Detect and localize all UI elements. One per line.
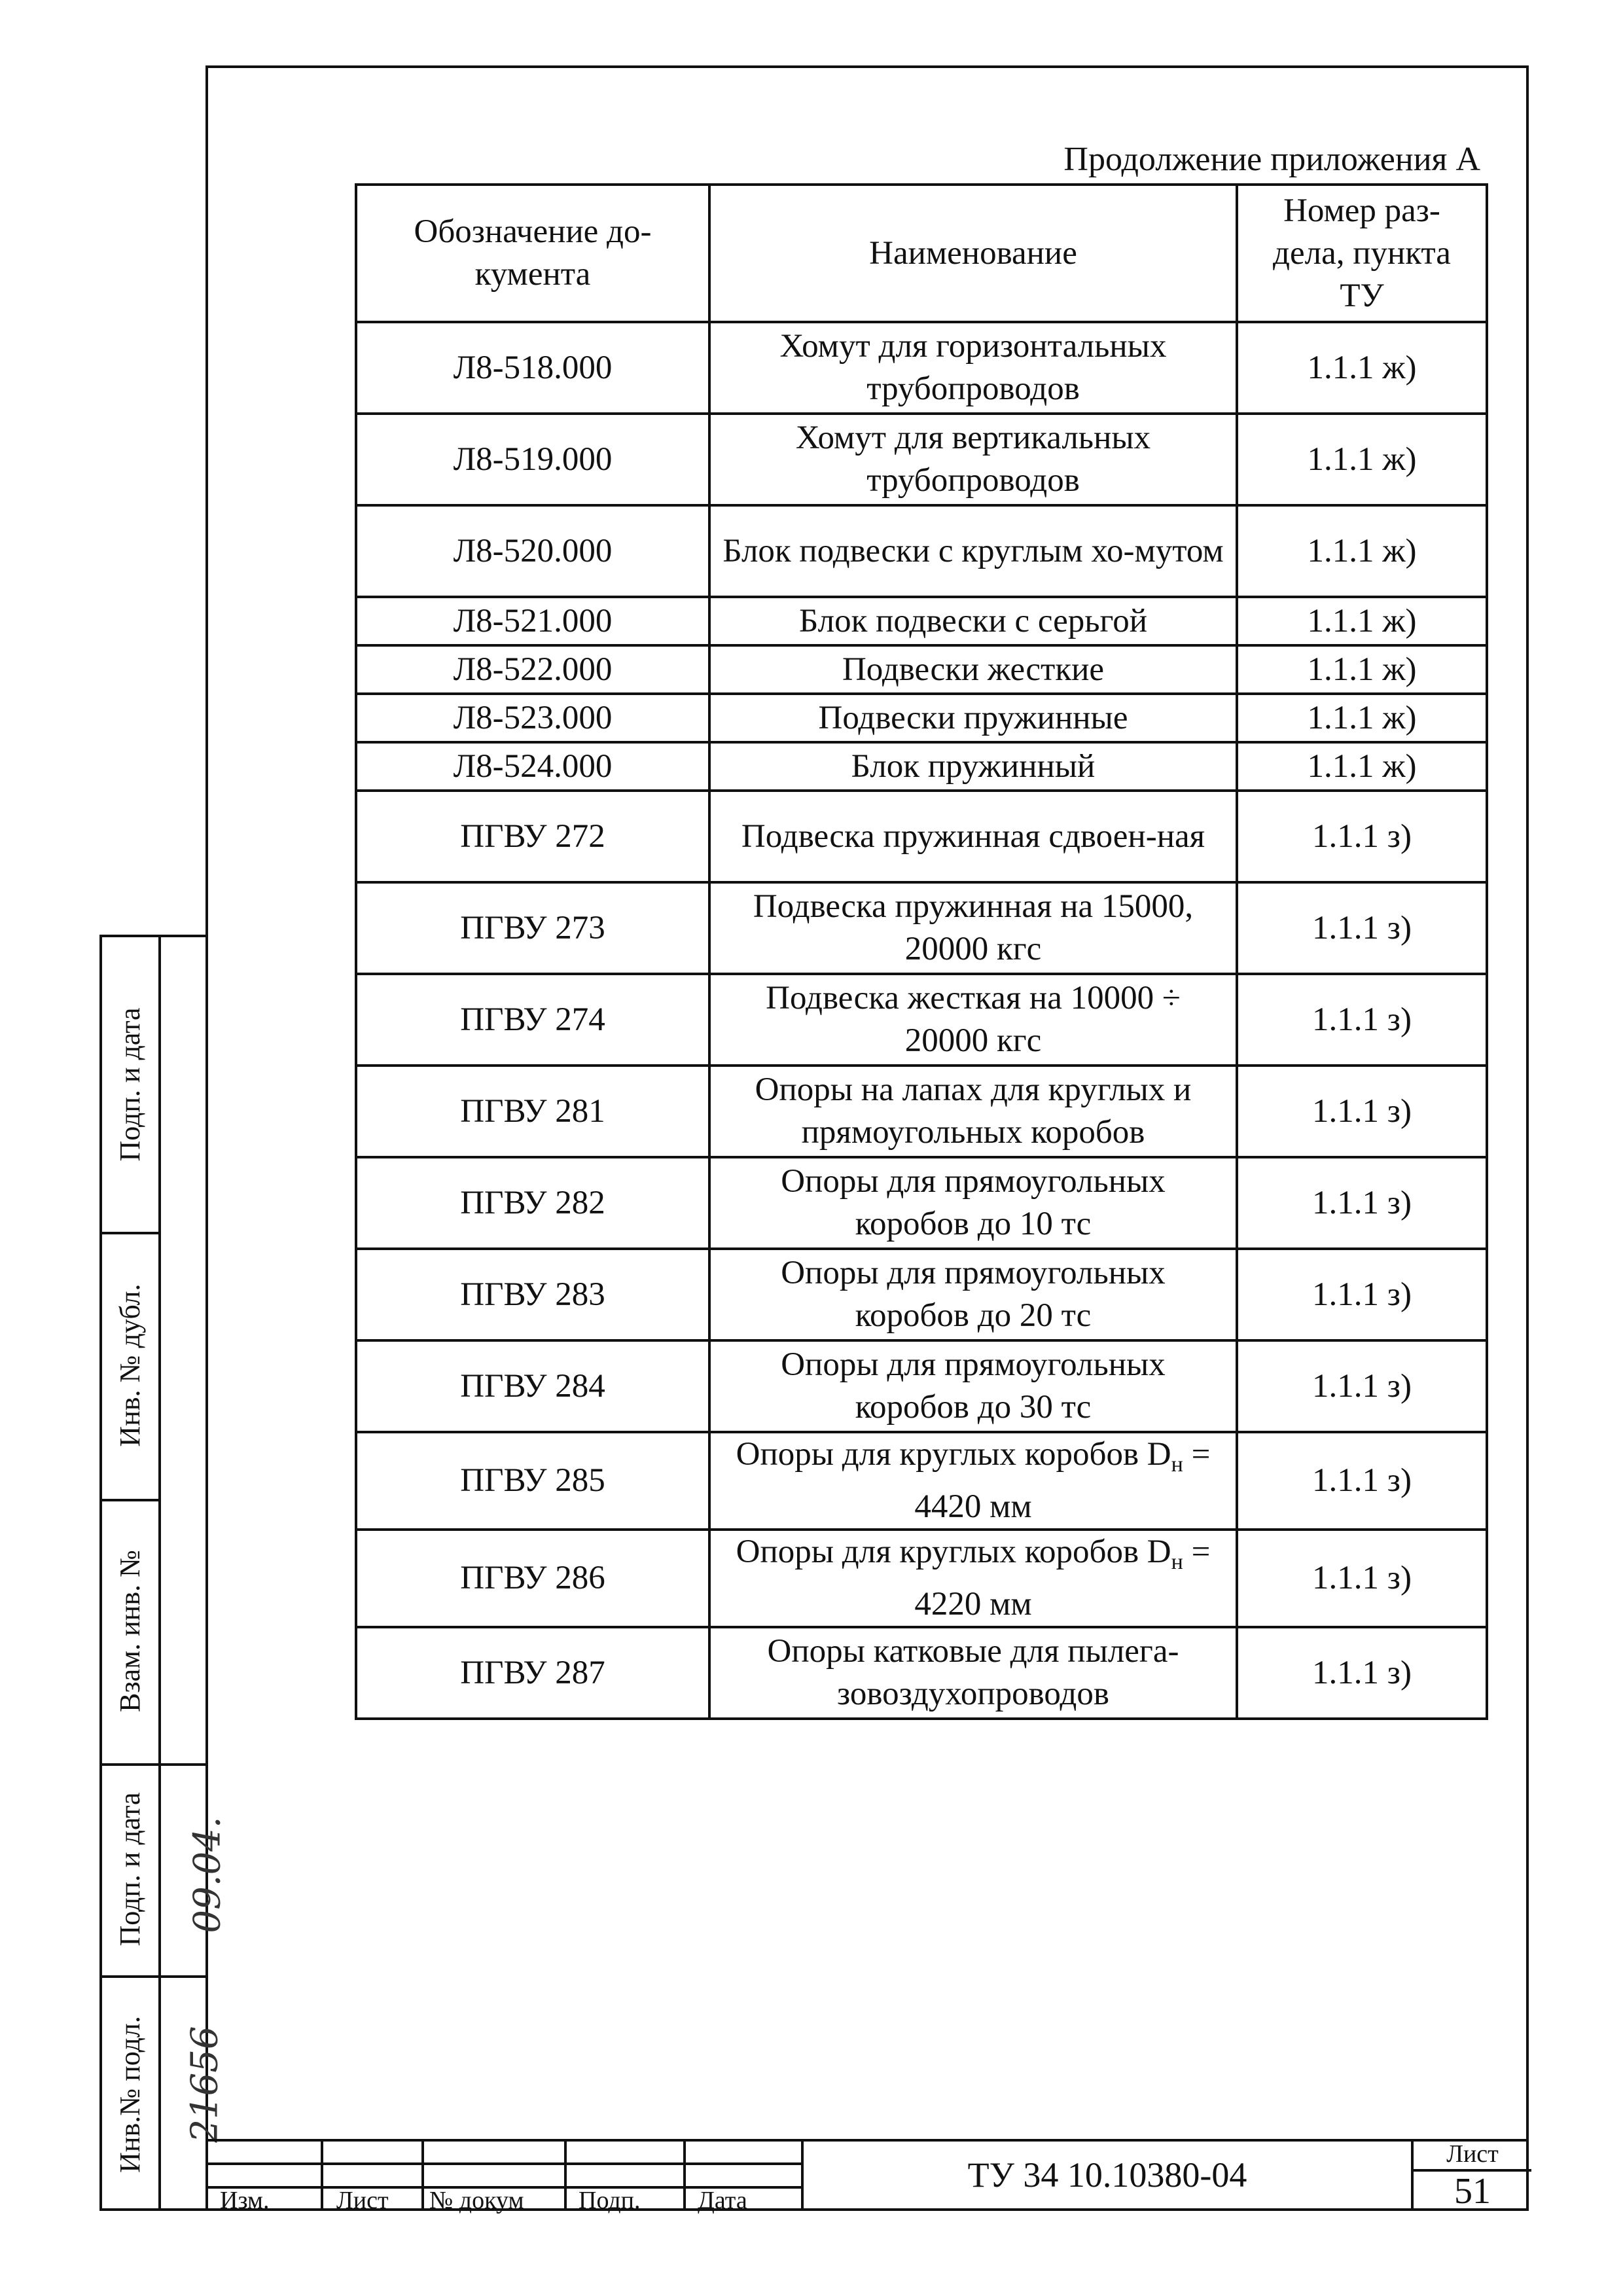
side-stamp (99, 935, 229, 2211)
side-cell-replace-inv: Взам. инв. № (102, 1499, 158, 1766)
table-row (356, 694, 1487, 742)
cell-code: ПГВУ 284 (356, 1340, 709, 1432)
cell-code: Л8-524.000 (356, 742, 709, 791)
column-header-code: Обозначение до-кумента (356, 185, 709, 322)
cell-name: Блок пружинный (709, 742, 1237, 791)
table-row (356, 1432, 1487, 1530)
table-row (356, 1340, 1487, 1432)
cell-ref: 1.1.1 з) (1237, 791, 1487, 882)
label-doc-number: № докум (429, 2187, 524, 2214)
cell-ref: 1.1.1 ж) (1237, 645, 1487, 694)
sheet-label: Лист (1414, 2139, 1531, 2172)
cell-ref: 1.1.1 з) (1237, 1066, 1487, 1157)
cell-name: Хомут для горизонтальных трубопроводов (709, 322, 1237, 414)
cell-name: Хомут для вертикальных трубопроводов (709, 414, 1237, 505)
cell-ref: 1.1.1 з) (1237, 1432, 1487, 1530)
cell-code: ПГВУ 285 (356, 1432, 709, 1530)
cell-name: Опоры для прямоугольных коробов до 10 тс (709, 1157, 1237, 1249)
label-signature: Подп. (579, 2187, 641, 2214)
table-row (356, 414, 1487, 505)
table-row (356, 791, 1487, 882)
cell-name: Подвески жесткие (709, 645, 1237, 694)
cell-name: Блок подвески с серьгой (709, 597, 1237, 645)
table-row (356, 1530, 1487, 1627)
label-date: Дата (698, 2187, 747, 2214)
column-header-name: Наименование (709, 185, 1237, 322)
table-row (356, 882, 1487, 974)
cell-name: Опоры для круглых коробов $D_н = 4420$ мм (709, 1432, 1237, 1530)
cell-code: Л8-523.000 (356, 694, 709, 742)
label-change: Изм. (220, 2187, 270, 2214)
table-row (356, 505, 1487, 597)
cell-ref: 1.1.1 ж) (1237, 414, 1487, 505)
cell-name: Подвески пружинные (709, 694, 1237, 742)
table-row (356, 1066, 1487, 1157)
cell-code: Л8-519.000 (356, 414, 709, 505)
cell-code: ПГВУ 287 (356, 1627, 709, 1719)
signature-date: 09.04. (186, 1816, 229, 1933)
cell-ref: 1.1.1 з) (1237, 1157, 1487, 1249)
cell-ref: 1.1.1 ж) (1237, 322, 1487, 414)
cell-ref: 1.1.1 ж) (1237, 505, 1487, 597)
sheet-number: 51 (1454, 2171, 1491, 2212)
title-block (205, 2139, 1529, 2214)
cell-code: ПГВУ 281 (356, 1066, 709, 1157)
cell-name: Подвеска пружинная сдвоен-ная (709, 791, 1237, 882)
cell-code: ПГВУ 283 (356, 1249, 709, 1340)
cell-name: Блок подвески с круглым хо-мутом (709, 505, 1237, 597)
cell-ref: 1.1.1 з) (1237, 1340, 1487, 1432)
cell-code: ПГВУ 282 (356, 1157, 709, 1249)
cell-name: Опоры на лапах для круглых и прямоугольных коробов (709, 1066, 1237, 1157)
cell-ref: 1.1.1 ж) (1237, 694, 1487, 742)
cell-code: ПГВУ 273 (356, 882, 709, 974)
side-cell-original-inv: Инв.№ подл. (114, 2016, 146, 2173)
cell-ref: 1.1.1 з) (1237, 974, 1487, 1066)
table-row (356, 322, 1487, 414)
cell-name: Подвеска жесткая на 10000 ÷ 20000 кгс (709, 974, 1237, 1066)
table-row (356, 974, 1487, 1066)
cell-name: Опоры для круглых коробов $D_н = 4220$ мм (709, 1530, 1237, 1627)
cell-name: Опоры катковые для пылега-зовоздухопроводов (709, 1627, 1237, 1719)
sheet-box (1411, 2139, 1531, 2211)
side-cell-duplicate-inv: Инв. № дубл. (102, 1232, 158, 1501)
cell-code: ПГВУ 274 (356, 974, 709, 1066)
continuation-caption: Продолжение приложения А (1063, 141, 1480, 178)
table-row (356, 742, 1487, 791)
cell-ref: 1.1.1 з) (1237, 1530, 1487, 1627)
side-cell-sign-date-1: Подп. и дата (102, 937, 158, 1234)
documents-table (355, 183, 1488, 1720)
cell-code: Л8-518.000 (356, 322, 709, 414)
table-header-row (356, 185, 1487, 322)
cell-name: Подвеска пружинная на 15000, 20000 кгс (709, 882, 1237, 974)
column-header-ref: Номер раз-дела, пункта ТУ (1237, 185, 1487, 322)
cell-ref: 1.1.1 ж) (1237, 742, 1487, 791)
table-row (356, 1157, 1487, 1249)
table-row (356, 1249, 1487, 1340)
revision-grid (205, 2139, 801, 2214)
cell-code: Л8-521.000 (356, 597, 709, 645)
document-code: ТУ 34 10.10380-04 (967, 2155, 1247, 2195)
table-row (356, 645, 1487, 694)
table-row (356, 1627, 1487, 1719)
table-row (356, 597, 1487, 645)
side-cell-sign-date-2: Подп. и дата (102, 1763, 158, 1978)
cell-name: Опоры для прямоугольных коробов до 30 тс (709, 1340, 1237, 1432)
cell-code: ПГВУ 286 (356, 1530, 709, 1627)
cell-ref: 1.1.1 з) (1237, 882, 1487, 974)
cell-code: Л8-520.000 (356, 505, 709, 597)
cell-name: Опоры для прямоугольных коробов до 20 тс (709, 1249, 1237, 1340)
cell-code: Л8-522.000 (356, 645, 709, 694)
cell-ref: 1.1.1 ж) (1237, 597, 1487, 645)
label-sheet: Лист (336, 2187, 389, 2214)
cell-ref: 1.1.1 з) (1237, 1627, 1487, 1719)
cell-ref: 1.1.1 з) (1237, 1249, 1487, 1340)
inventory-number: 21656 (183, 2026, 226, 2143)
cell-code: ПГВУ 272 (356, 791, 709, 882)
